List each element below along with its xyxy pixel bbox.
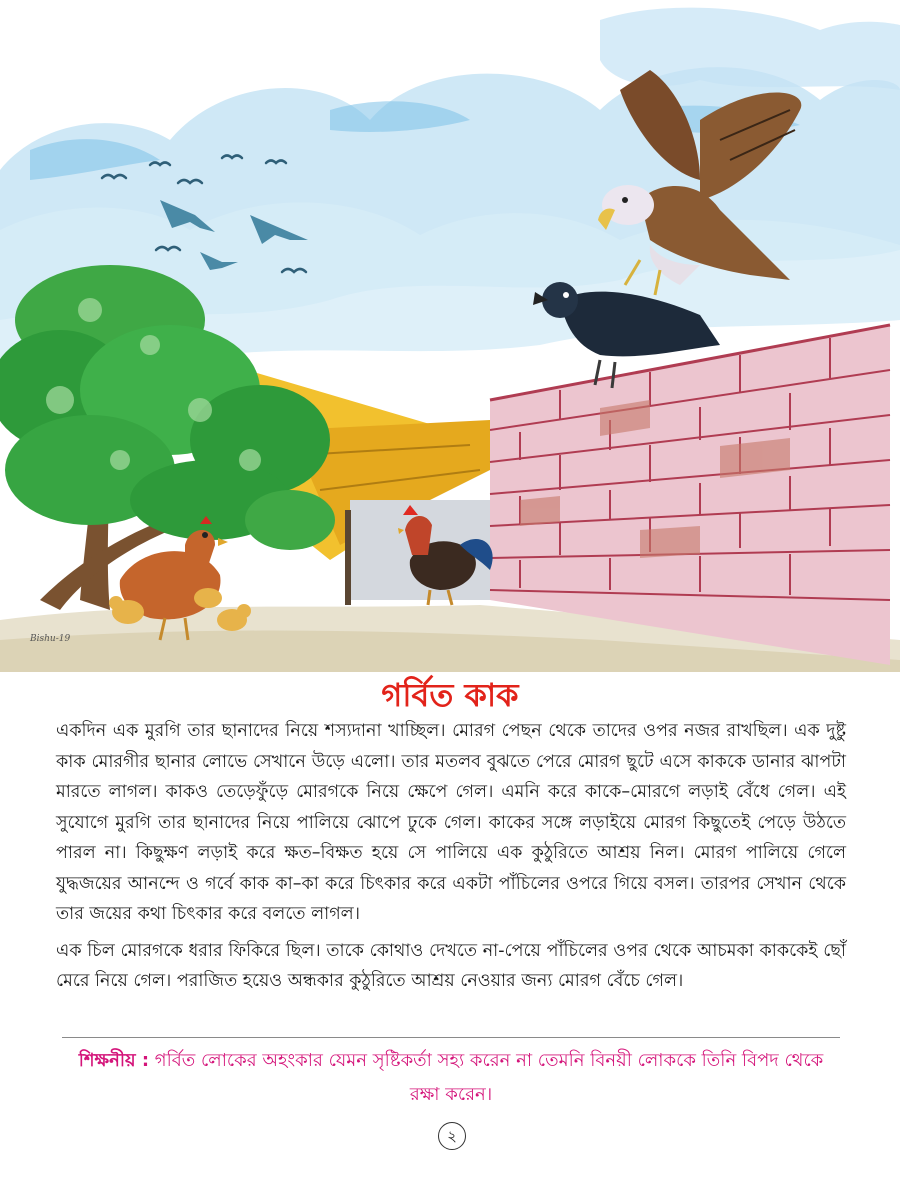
page-number: ২ xyxy=(438,1122,466,1150)
story-paragraph-1: একদিন এক মুরগি তার ছানাদের নিয়ে শস্যদানা খাচ্ছিল। মোরগ পেছন থেকে তাদের ওপর নজর রাখছিল। এক দুষ্টু কাক মোরগীর ছানার লোভে সেখানে উড়ে এলো। তার মতলব বুঝতে পেরে মোরগ ছুটে এসে কাককে ডানার ঝাপটা মারতে লাগল। কাকও তেড়েফুঁড়ে মোরগকে নিয়ে ক্ষেপে গেল। এমনি করে কাকে–মোরগে লড়াই বেঁধে গেল। এই সুযোগে মুরগি তার ছানাদের নিয়ে পালিয়ে ঝোপে ঢুকে গেল। কাকের সঙ্গে লড়াইয়ে মোরগ কিছুতেই পেড়ে উঠতে পারল না। কিছুক্ষণ লড়াই করে ক্ষত–বিক্ষত হয়ে সে পালিয়ে এক কুঠুরিতে আশ্রয় নিল। মোরগ পালিয়ে গেলে যুদ্ধজয়ের আনন্দে ও গর্বে কাক কা–কা করে চিৎকার করে একটা পাঁচিলের ওপরে গিয়ে বসল। তারপর সেখান থেকে তার জয়ের কথা চিৎকার করে বলতে লাগল। xyxy=(56,721,846,924)
moral-label: শিক্ষনীয় : xyxy=(78,1050,150,1071)
moral-text: গর্বিত লোকের অহংকার যেমন সৃষ্টিকর্তা সহ্য করেন না তেমনি বিনয়ী লোককে তিনি বিপদ থেকে রক্ষা করেন। xyxy=(154,1050,824,1105)
story-title: গর্বিত কাক xyxy=(381,676,519,714)
artist-signature: Bishu-19 xyxy=(30,634,71,644)
story-body xyxy=(56,716,846,997)
moral-section xyxy=(62,1044,840,1112)
story-paragraph-2: এক চিল মোরগকে ধরার ফিকিরে ছিল। তাকে কোথাও দেখতে না-পেয়ে পাঁচিলের ওপর থেকে আচমকা কাককেই ছোঁ মেরে নিয়ে গেল। পরাজিত হয়েও অন্ধকার কুঠুরিতে আশ্রয় নেওয়ার জন্য মোরগ বেঁচে গেল। xyxy=(56,940,846,991)
moral-divider xyxy=(62,1037,840,1038)
